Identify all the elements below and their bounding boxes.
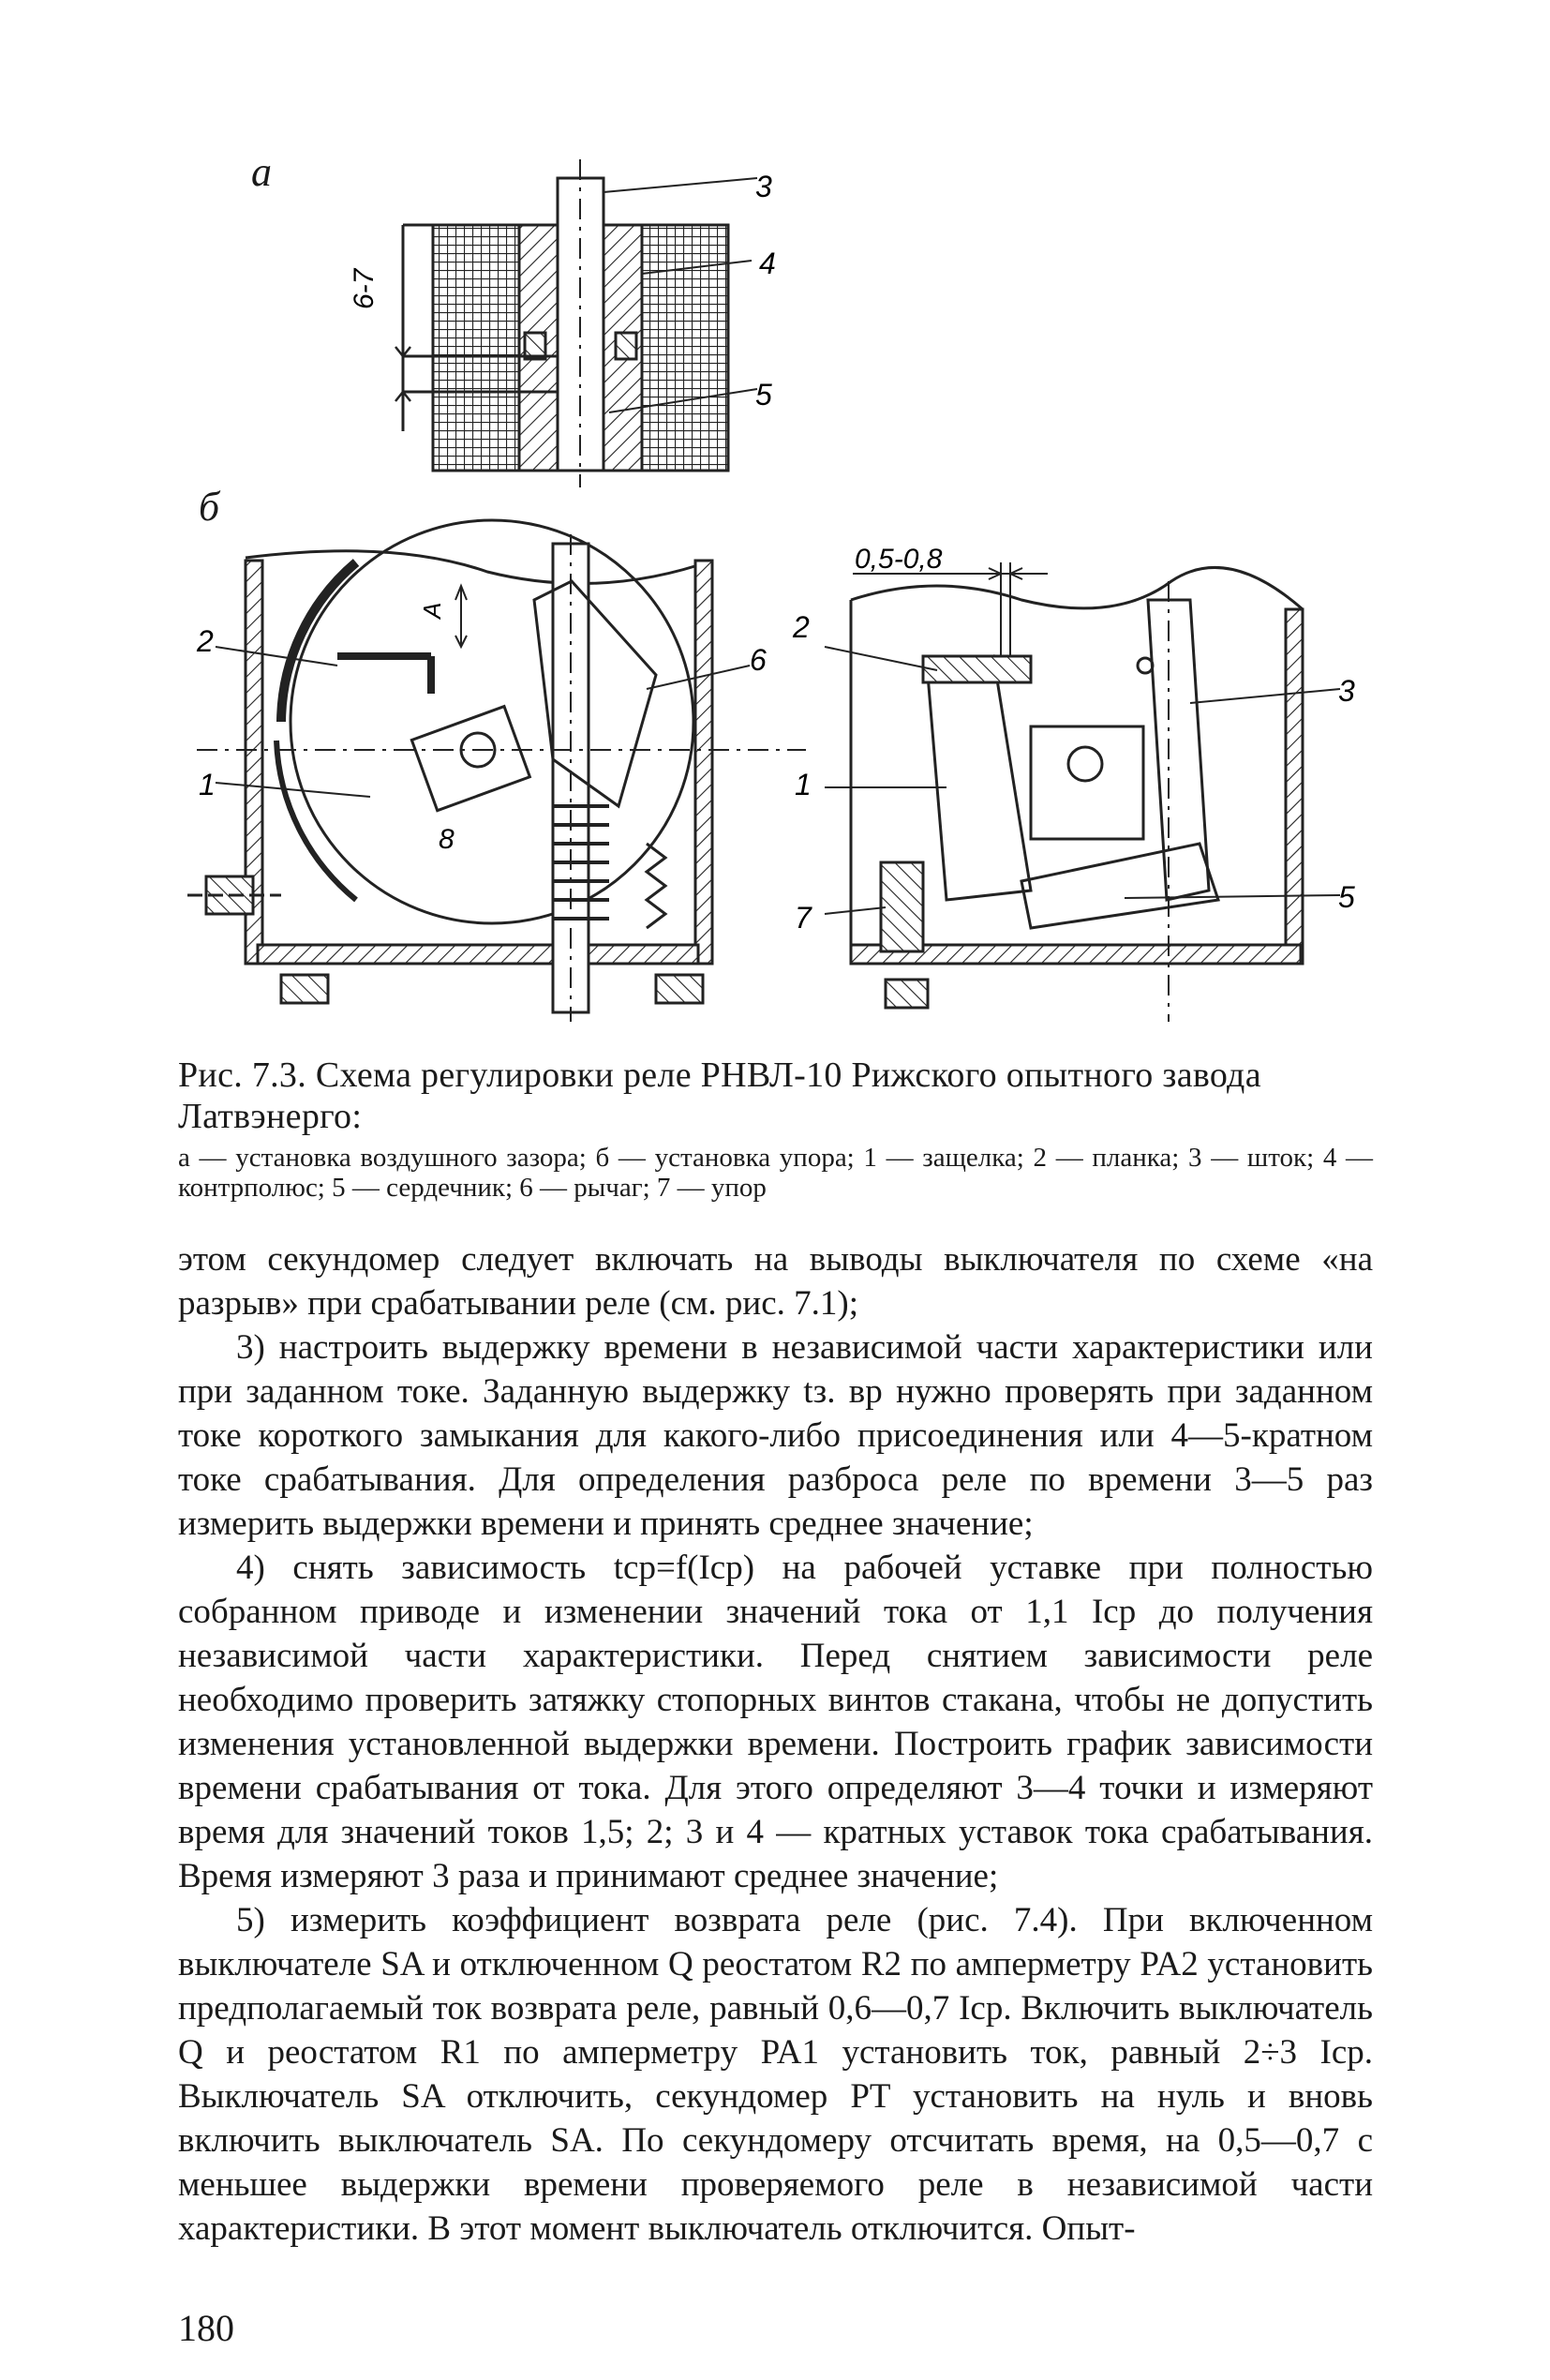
label-A: А bbox=[418, 602, 446, 619]
label-8: 8 bbox=[439, 824, 455, 855]
label-2b: 2 bbox=[793, 610, 810, 644]
label-7: 7 bbox=[795, 901, 812, 935]
figure-7-3 bbox=[0, 0, 1550, 1040]
paragraph-4: 5) измерить коэффициент возврата реле (рис. 7.4). При включенном выключателе SA и отключенном Q реостатом R2 по амперметру PA2 установить предполагаемый ток возврата реле, равный 0,6—0,7 Iср. Включить выключатель Q и реостатом R1 по амперметру PA1 установить ток, равный 2÷3 Iср. Выключатель SA отключить, секундомер PT установить на нуль и вновь включить выключатель SA. По секундомеру отсчитать время, на 0,5—0,7 с меньшее выдержки времени проверяемого реле в независимой части характеристики. В этот момент выключатель отключится. Опыт- bbox=[178, 1901, 1373, 2248]
label-1a: 1 bbox=[199, 768, 216, 801]
paragraph-2: 3) настроить выдержку времени в независимой части характеристики или при заданном токе. Заданную выдержку tз. вр нужно проверять при заданном токе короткого замыкания для какого-либо присоединения или 4—5-кратном токе срабатывания. Для определения разброса реле по времени 3—5 раз измерить выдержки времени и принять среднее значение; bbox=[178, 1328, 1373, 1543]
label-4: 4 bbox=[759, 247, 776, 280]
dim-0-5-0-8: 0,5-0,8 bbox=[855, 544, 943, 575]
dim-6-7: 6-7 bbox=[349, 268, 380, 309]
label-3a: 3 bbox=[755, 170, 772, 203]
panel-b-label: б bbox=[199, 484, 220, 530]
label-2a: 2 bbox=[197, 624, 214, 658]
caption-title: Рис. 7.3. Схема регулировки реле РНВЛ-10 Рижского опытного завода Латвэнерго: bbox=[178, 1055, 1261, 1136]
label-3b: 3 bbox=[1338, 674, 1355, 708]
panel-a-label: а bbox=[251, 149, 272, 195]
caption-legend: а — установка воздушного зазора; б — установка упора; 1 — защелка; 2 — планка; 3 — шток; 4 — контрполюс; 5 — сердечник; 6 — рычаг; 7 — упор bbox=[178, 1143, 1373, 1203]
body-text bbox=[178, 1237, 1373, 2251]
paragraph-3: 4) снять зависимость tср=f(Iср) на рабочей уставке при полностью собранном приводе и изменении значений тока от 1,1 Iср до получения независимой части характеристики. Перед снятием зависимости реле необходимо проверить затяжку стопорных винтов стакана, чтобы не допустить изменения установленной выдержки времени. Построить график зависимости времени срабатывания от тока. Для этого определяют 3—4 точки и измеряют время для значений токов 1,5; 2; 3 и 4 — кратных уставок тока срабатывания. Время измеряют 3 раза и принимают среднее значение; bbox=[178, 1549, 1373, 1895]
paragraph-1: этом секундомер следует включать на выводы выключателя по схеме «на разрыв» при срабатывании реле (см. рис. 7.1); bbox=[178, 1240, 1373, 1323]
label-6: 6 bbox=[750, 643, 767, 677]
label-5b: 5 bbox=[1338, 880, 1355, 914]
page-number: 180 bbox=[178, 2307, 234, 2349]
panel-b-left-drawing bbox=[187, 520, 806, 1022]
panel-a-drawing bbox=[395, 159, 757, 487]
label-1b: 1 bbox=[795, 768, 812, 801]
figure-caption bbox=[178, 1055, 1373, 1203]
label-5a: 5 bbox=[755, 378, 772, 412]
panel-b-right-drawing bbox=[825, 562, 1340, 1022]
relay-drawing bbox=[0, 0, 1550, 1040]
